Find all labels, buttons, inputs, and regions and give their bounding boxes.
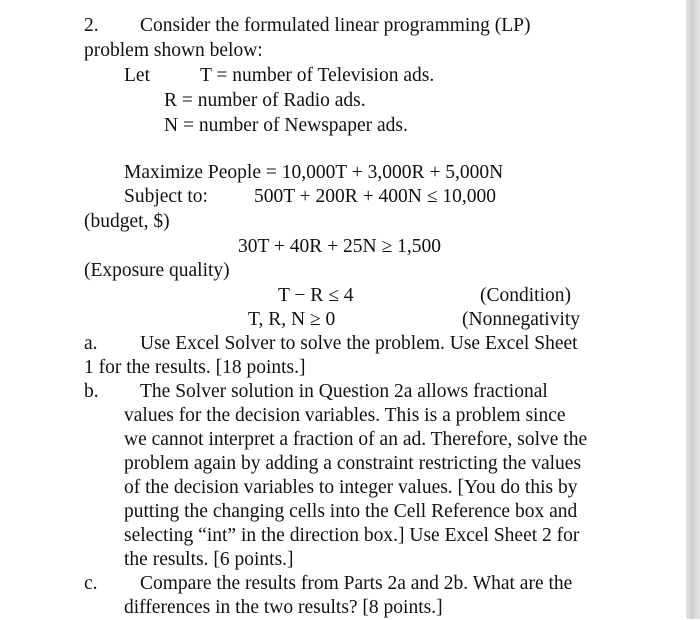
nonnegativity-label: (Nonnegativity bbox=[462, 309, 581, 330]
part-b-line-4: problem again by adding a constraint restricting the values bbox=[124, 453, 582, 474]
part-b-line-8: the results. [6 points.] bbox=[124, 549, 294, 570]
exposure-constraint: 30T + 40R + 25N ≥ 1,500 bbox=[238, 236, 441, 257]
budget-label: (budget, $) bbox=[84, 211, 170, 232]
condition-label: (Condition) bbox=[480, 285, 571, 306]
part-b-line-6: putting the changing cells into the Cell Reference box and bbox=[124, 501, 578, 522]
part-b-letter: b. bbox=[84, 381, 99, 402]
definition-television: T = number of Television ads. bbox=[200, 65, 435, 86]
objective-function: Maximize People = 10,000T + 3,000R + 5,000N bbox=[124, 162, 504, 183]
budget-constraint: 500T + 200R + 400N ≤ 10,000 bbox=[254, 186, 496, 207]
part-a-line-1: Use Excel Solver to solve the problem. Use Excel Sheet bbox=[140, 333, 578, 354]
page-edge-shadow bbox=[686, 0, 700, 619]
part-b-line-7: selecting “int” in the direction box.] Use Excel Sheet 2 for bbox=[124, 525, 580, 546]
exposure-label: (Exposure quality) bbox=[84, 260, 230, 281]
part-c-line-2: differences in the two results? [8 points.] bbox=[124, 597, 443, 618]
part-c-line-1: Compare the results from Parts 2a and 2b. What are the bbox=[140, 573, 573, 594]
part-a-letter: a. bbox=[84, 333, 98, 354]
part-b-line-3: we cannot interpret a fraction of an ad. Therefore, solve the bbox=[124, 429, 588, 450]
part-c-letter: c. bbox=[84, 573, 98, 594]
subject-to-label: Subject to: bbox=[124, 186, 208, 207]
definition-radio: R = number of Radio ads. bbox=[164, 90, 366, 111]
part-a-line-2: 1 for the results. [18 points.] bbox=[84, 357, 306, 378]
part-b-line-1: The Solver solution in Question 2a allows fractional bbox=[140, 381, 548, 402]
question-intro-line-2: problem shown below: bbox=[84, 40, 263, 61]
question-intro-line-1: Consider the formulated linear programming (LP) bbox=[140, 15, 531, 36]
nonnegativity-constraint: T, R, N ≥ 0 bbox=[248, 309, 336, 330]
part-b-line-5: of the decision variables to integer values. [You do this by bbox=[124, 477, 578, 498]
part-b-line-2: values for the decision variables. This is a problem since bbox=[124, 405, 566, 426]
definition-newspaper: N = number of Newspaper ads. bbox=[164, 115, 408, 136]
let-word: Let bbox=[124, 65, 150, 86]
condition-constraint: T − R ≤ 4 bbox=[278, 285, 354, 306]
question-number: 2. bbox=[84, 15, 99, 36]
